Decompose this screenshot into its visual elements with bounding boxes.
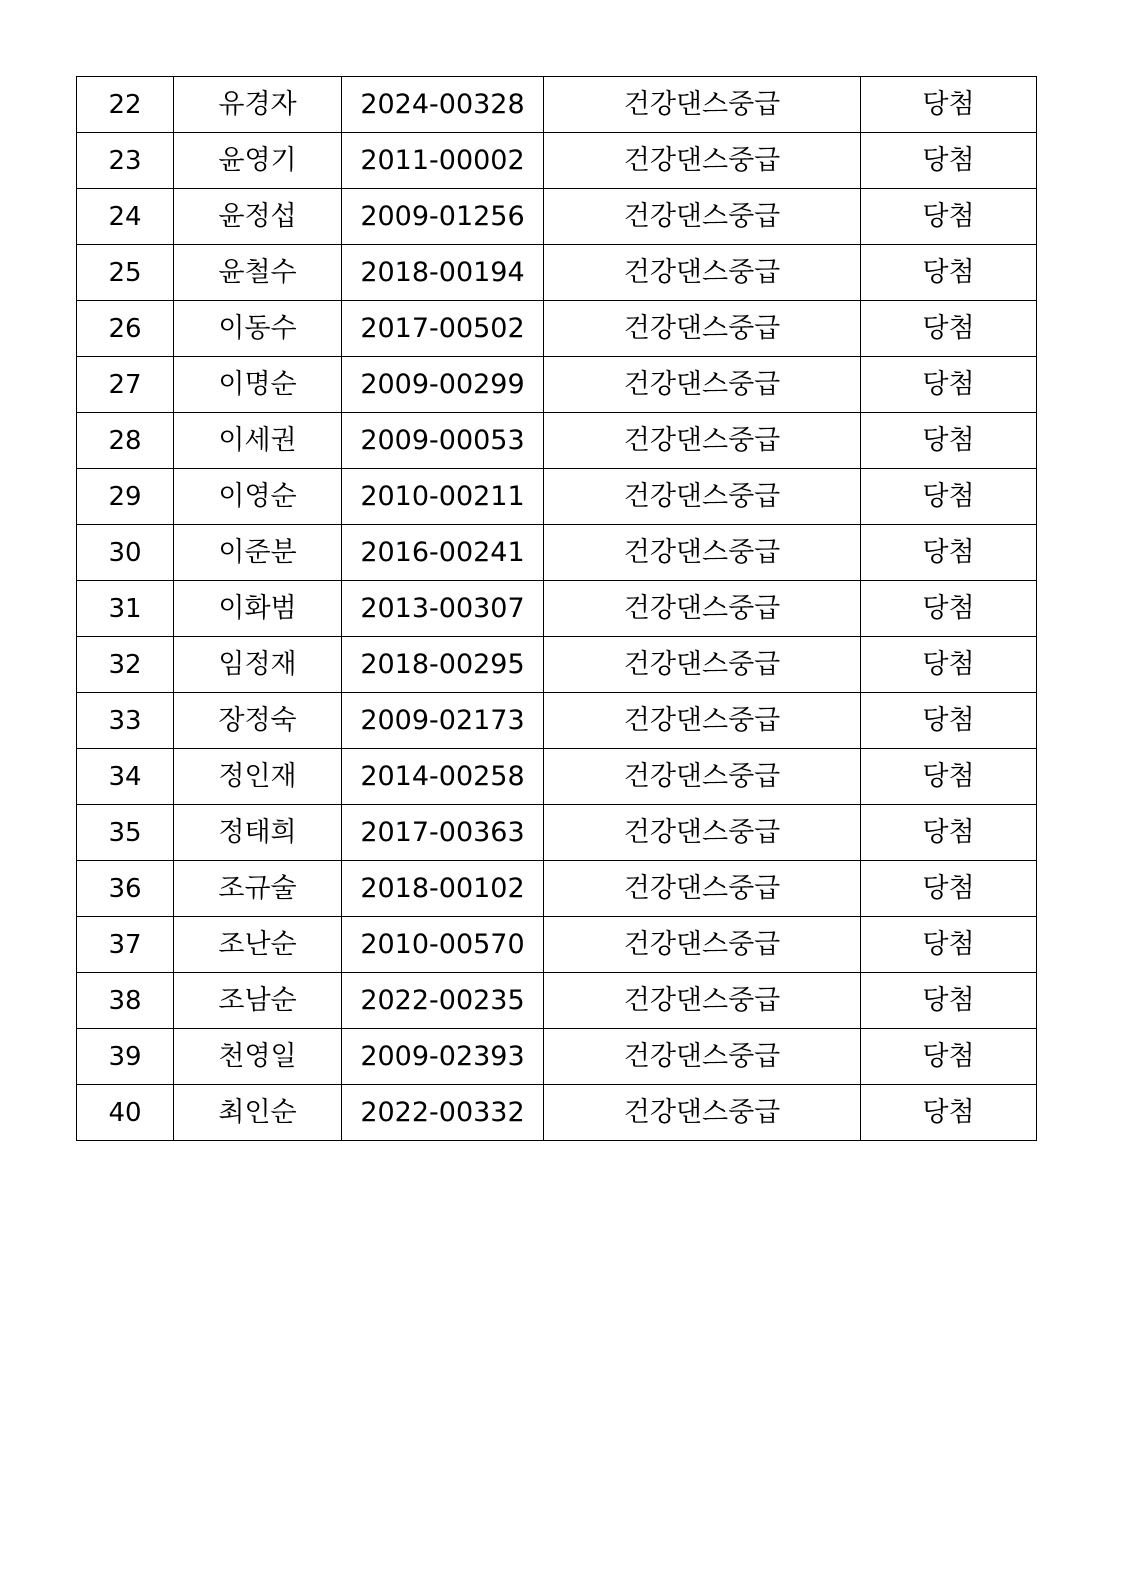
table-row — [77, 693, 1037, 749]
table-row — [77, 1085, 1037, 1141]
registration-number-cell: 2010-00211 — [342, 469, 544, 525]
row-number-cell: 30 — [77, 525, 174, 581]
registration-number-cell: 2016-00241 — [342, 525, 544, 581]
name-cell: 정인재 — [174, 749, 342, 805]
program-cell: 건강댄스중급 — [544, 77, 861, 133]
table-row — [77, 749, 1037, 805]
program-cell: 건강댄스중급 — [544, 301, 861, 357]
row-number-cell: 26 — [77, 301, 174, 357]
program-cell: 건강댄스중급 — [544, 637, 861, 693]
row-number-cell: 27 — [77, 357, 174, 413]
result-cell: 당첨 — [861, 581, 1037, 637]
table-row — [77, 1029, 1037, 1085]
result-cell: 당첨 — [861, 917, 1037, 973]
table-row — [77, 133, 1037, 189]
program-cell: 건강댄스중급 — [544, 357, 861, 413]
table-row — [77, 301, 1037, 357]
table-row — [77, 861, 1037, 917]
table-body — [77, 77, 1037, 1141]
row-number-cell: 35 — [77, 805, 174, 861]
registration-number-cell: 2009-02173 — [342, 693, 544, 749]
registration-number-cell: 2009-02393 — [342, 1029, 544, 1085]
row-number-cell: 37 — [77, 917, 174, 973]
row-number-cell: 24 — [77, 189, 174, 245]
name-cell: 유경자 — [174, 77, 342, 133]
program-cell: 건강댄스중급 — [544, 693, 861, 749]
name-cell: 이동수 — [174, 301, 342, 357]
name-cell: 이영순 — [174, 469, 342, 525]
row-number-cell: 36 — [77, 861, 174, 917]
row-number-cell: 29 — [77, 469, 174, 525]
result-cell: 당첨 — [861, 413, 1037, 469]
row-number-cell: 33 — [77, 693, 174, 749]
table-row — [77, 77, 1037, 133]
registration-number-cell: 2022-00332 — [342, 1085, 544, 1141]
registration-number-cell: 2011-00002 — [342, 133, 544, 189]
result-cell: 당첨 — [861, 525, 1037, 581]
program-cell: 건강댄스중급 — [544, 525, 861, 581]
registration-number-cell: 2009-01256 — [342, 189, 544, 245]
program-cell: 건강댄스중급 — [544, 973, 861, 1029]
row-number-cell: 25 — [77, 245, 174, 301]
result-cell: 당첨 — [861, 749, 1037, 805]
table-row — [77, 189, 1037, 245]
registration-number-cell: 2018-00194 — [342, 245, 544, 301]
program-cell: 건강댄스중급 — [544, 861, 861, 917]
name-cell: 정태희 — [174, 805, 342, 861]
program-cell: 건강댄스중급 — [544, 1085, 861, 1141]
result-cell: 당첨 — [861, 973, 1037, 1029]
result-cell: 당첨 — [861, 1085, 1037, 1141]
row-number-cell: 39 — [77, 1029, 174, 1085]
registration-number-cell: 2013-00307 — [342, 581, 544, 637]
table-row — [77, 581, 1037, 637]
result-cell: 당첨 — [861, 245, 1037, 301]
table-row — [77, 805, 1037, 861]
row-number-cell: 22 — [77, 77, 174, 133]
program-cell: 건강댄스중급 — [544, 133, 861, 189]
result-cell: 당첨 — [861, 357, 1037, 413]
registration-number-cell: 2014-00258 — [342, 749, 544, 805]
row-number-cell: 38 — [77, 973, 174, 1029]
name-cell: 조남순 — [174, 973, 342, 1029]
row-number-cell: 32 — [77, 637, 174, 693]
name-cell: 윤철수 — [174, 245, 342, 301]
table-row — [77, 637, 1037, 693]
table-row — [77, 245, 1037, 301]
program-cell: 건강댄스중급 — [544, 749, 861, 805]
row-number-cell: 23 — [77, 133, 174, 189]
result-cell: 당첨 — [861, 189, 1037, 245]
result-cell: 당첨 — [861, 301, 1037, 357]
result-cell: 당첨 — [861, 133, 1037, 189]
name-cell: 이세권 — [174, 413, 342, 469]
table-row — [77, 357, 1037, 413]
table-row — [77, 917, 1037, 973]
result-cell: 당첨 — [861, 693, 1037, 749]
table-row — [77, 525, 1037, 581]
name-cell: 윤정섭 — [174, 189, 342, 245]
program-cell: 건강댄스중급 — [544, 469, 861, 525]
registration-number-cell: 2024-00328 — [342, 77, 544, 133]
name-cell: 조난순 — [174, 917, 342, 973]
row-number-cell: 40 — [77, 1085, 174, 1141]
registration-number-cell: 2022-00235 — [342, 973, 544, 1029]
name-cell: 윤영기 — [174, 133, 342, 189]
result-cell: 당첨 — [861, 77, 1037, 133]
result-cell: 당첨 — [861, 805, 1037, 861]
program-cell: 건강댄스중급 — [544, 805, 861, 861]
name-cell: 최인순 — [174, 1085, 342, 1141]
name-cell: 임정재 — [174, 637, 342, 693]
program-cell: 건강댄스중급 — [544, 1029, 861, 1085]
registration-number-cell: 2009-00053 — [342, 413, 544, 469]
registration-number-cell: 2017-00502 — [342, 301, 544, 357]
program-cell: 건강댄스중급 — [544, 413, 861, 469]
registration-number-cell: 2010-00570 — [342, 917, 544, 973]
name-cell: 이화범 — [174, 581, 342, 637]
registration-number-cell: 2017-00363 — [342, 805, 544, 861]
table-row — [77, 973, 1037, 1029]
program-cell: 건강댄스중급 — [544, 581, 861, 637]
registration-number-cell: 2018-00295 — [342, 637, 544, 693]
table-row — [77, 413, 1037, 469]
program-cell: 건강댄스중급 — [544, 189, 861, 245]
result-cell: 당첨 — [861, 861, 1037, 917]
table-row — [77, 469, 1037, 525]
row-number-cell: 28 — [77, 413, 174, 469]
result-cell: 당첨 — [861, 637, 1037, 693]
name-cell: 천영일 — [174, 1029, 342, 1085]
row-number-cell: 31 — [77, 581, 174, 637]
lottery-result-table — [76, 76, 1037, 1141]
result-cell: 당첨 — [861, 1029, 1037, 1085]
name-cell: 장정숙 — [174, 693, 342, 749]
registration-number-cell: 2009-00299 — [342, 357, 544, 413]
result-cell: 당첨 — [861, 469, 1037, 525]
program-cell: 건강댄스중급 — [544, 917, 861, 973]
name-cell: 조규술 — [174, 861, 342, 917]
name-cell: 이명순 — [174, 357, 342, 413]
row-number-cell: 34 — [77, 749, 174, 805]
registration-number-cell: 2018-00102 — [342, 861, 544, 917]
name-cell: 이준분 — [174, 525, 342, 581]
program-cell: 건강댄스중급 — [544, 245, 861, 301]
